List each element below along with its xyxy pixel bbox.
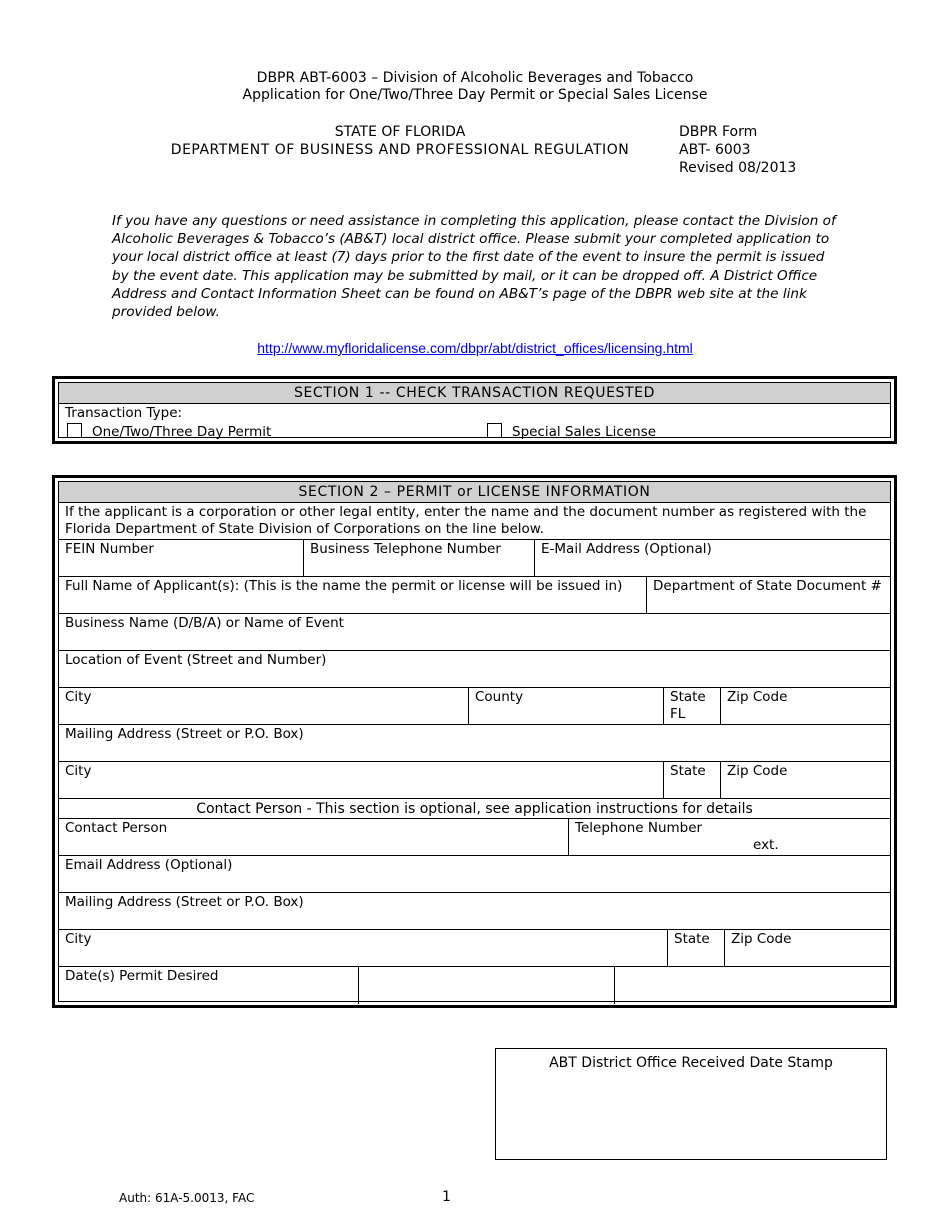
event-state-label: State: [670, 689, 706, 705]
contact-ext-label: ext.: [753, 837, 779, 853]
form-number: ABT- 6003: [679, 142, 751, 158]
contact-person-row: [59, 819, 890, 856]
contact-email-row: [59, 856, 890, 893]
event-state-value: FL: [670, 706, 686, 722]
fein-field[interactable]: FEIN Number: [65, 541, 154, 557]
dates-desired-field[interactable]: Date(s) Permit Desired: [65, 968, 219, 984]
form-subtitle: Application for One/Two/Three Day Permit or Special Sales License: [242, 87, 708, 103]
event-state-field[interactable]: [663, 688, 720, 724]
section1-title: SECTION 1 -- CHECK TRANSACTION REQUESTED: [59, 383, 890, 404]
email-field[interactable]: E-Mail Address (Optional): [534, 540, 890, 576]
instructions-row: [59, 503, 890, 540]
dates-desired-field-2[interactable]: [358, 967, 614, 1004]
event-zip-field[interactable]: Zip Code: [720, 688, 890, 724]
form-revised: Revised 08/2013: [679, 160, 797, 176]
form-title: DBPR ABT-6003 – Division of Alcoholic Beverages and Tobacco: [256, 70, 694, 86]
section2-title: SECTION 2 – PERMIT or LICENSE INFORMATION: [59, 482, 890, 503]
special-sales-checkbox[interactable]: [487, 423, 502, 438]
date-stamp-label: ABT District Office Received Date Stamp: [549, 1055, 833, 1071]
mailing-zip-field[interactable]: Zip Code: [720, 762, 890, 798]
dos-document-field[interactable]: Department of State Document #: [646, 577, 890, 613]
event-city-field[interactable]: City: [65, 689, 92, 705]
intro-paragraph: If you have any questions or need assistance in completing this application, please contact the Division of Alcoholic Beverages & Tobacco’s (AB&T) local district office. Please submit your completed application to your local district office at least (7) days prior to the first date of the event to insure the permit is issued by the event date. This application may be submitted by mail, or it can be dropped off. A District Office Address and Contact Information Sheet can be found on AB&T’s page of the DBPR web site at the link provided below.: [112, 213, 836, 321]
page-number: 1: [442, 1189, 451, 1205]
mailing-row: [59, 725, 890, 762]
transaction-type-label: Transaction Type:: [65, 405, 183, 421]
contact-city-field[interactable]: City: [65, 931, 92, 947]
form-label: DBPR Form: [679, 124, 758, 140]
location-row: [59, 651, 890, 688]
state-heading: STATE OF FLORIDA: [334, 124, 466, 140]
special-sales-label: Special Sales License: [512, 424, 657, 440]
section1-box: [52, 376, 897, 444]
day-permit-label: One/Two/Three Day Permit: [92, 424, 272, 440]
event-county-field[interactable]: County: [468, 688, 663, 724]
section2-instructions: If the applicant is a corporation or other legal entity, enter the name and the document number as registered with the Florida Department of State Division of Corporations on the line below.: [65, 504, 867, 537]
contact-email-field[interactable]: Email Address (Optional): [65, 857, 233, 873]
business-name-row: [59, 614, 890, 651]
mailing-state-field[interactable]: State: [663, 762, 720, 798]
contact-person-field[interactable]: Contact Person: [65, 820, 168, 836]
footer-auth: Auth: 61A-5.0013, FAC: [119, 1191, 255, 1205]
section2-box: [52, 475, 897, 1008]
dates-desired-field-3[interactable]: [614, 967, 890, 1004]
event-city-row: [59, 688, 890, 725]
contact-telephone-field[interactable]: [568, 819, 890, 855]
option-special-sales[interactable]: [487, 423, 656, 441]
mailing-city-row: [59, 762, 890, 799]
full-name-field[interactable]: Full Name of Applicant(s): (This is the name the permit or license will be issued in): [65, 578, 623, 594]
mailing-address-field[interactable]: Mailing Address (Street or P.O. Box): [65, 726, 304, 742]
business-name-field[interactable]: Business Name (D/B/A) or Name of Event: [65, 615, 344, 631]
contact-city-row: [59, 930, 890, 967]
district-offices-link[interactable]: http://www.myfloridalicense.com/dbpr/abt/district_offices/licensing.html: [257, 340, 693, 356]
event-location-field[interactable]: Location of Event (Street and Number): [65, 652, 327, 668]
fein-row: [59, 540, 890, 577]
contact-mailing-row: [59, 893, 890, 930]
option-day-permit[interactable]: [67, 423, 271, 441]
day-permit-checkbox[interactable]: [67, 423, 82, 438]
contact-mailing-field[interactable]: Mailing Address (Street or P.O. Box): [65, 894, 304, 910]
department-heading: DEPARTMENT OF BUSINESS AND PROFESSIONAL REGULATION: [170, 142, 630, 158]
contact-zip-field[interactable]: Zip Code: [724, 930, 890, 966]
contact-header-row: [59, 799, 890, 819]
contact-state-field[interactable]: State: [667, 930, 724, 966]
dates-row: [59, 967, 890, 1004]
contact-telephone-label: Telephone Number: [575, 820, 703, 836]
date-stamp-box: [495, 1048, 887, 1160]
contact-section-header: Contact Person - This section is optional, see application instructions for details: [196, 801, 753, 817]
applicant-row: [59, 577, 890, 614]
business-phone-field[interactable]: Business Telephone Number: [303, 540, 534, 576]
mailing-city-field[interactable]: City: [65, 763, 92, 779]
